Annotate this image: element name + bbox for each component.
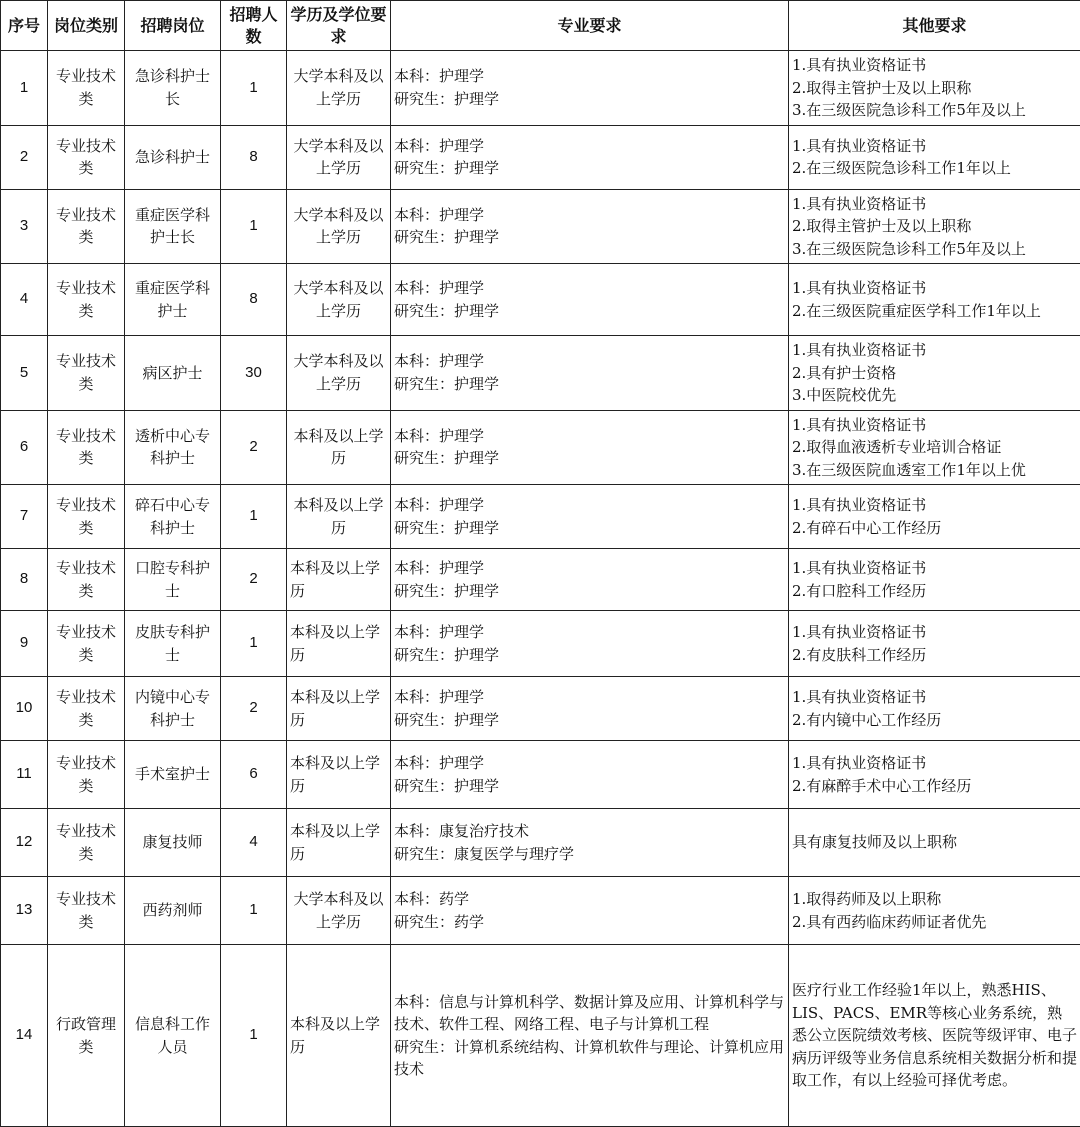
- row-number: 3: [1, 189, 48, 264]
- row-other-line: 1.具有执业资格证书: [792, 339, 1077, 362]
- row-position: 康复技师: [125, 809, 221, 877]
- table-row: [1, 189, 1080, 264]
- row-major: [391, 741, 789, 809]
- header-count: 招聘人数: [221, 1, 287, 51]
- row-other-line: 1.具有执业资格证书: [792, 494, 1077, 517]
- row-count: 8: [221, 264, 287, 336]
- row-major-line: 研究生：护理学: [394, 447, 785, 470]
- row-major-line: 本科：护理学: [394, 752, 785, 775]
- row-other-line: 2.取得主管护士及以上职称: [792, 215, 1077, 238]
- row-major-line: 研究生：康复医学与理疗学: [394, 843, 785, 866]
- row-other-line: 1.具有执业资格证书: [792, 621, 1077, 644]
- row-other: [789, 741, 1080, 809]
- header-education: 学历及学位要求: [287, 1, 391, 51]
- row-category: 专业技术类: [48, 51, 125, 126]
- row-other: [789, 51, 1080, 126]
- row-count: 1: [221, 877, 287, 945]
- row-major-line: 研究生：护理学: [394, 775, 785, 798]
- table-body: [1, 51, 1080, 1127]
- row-other-line: 1.具有执业资格证书: [792, 557, 1077, 580]
- row-position: 内镜中心专科护士: [125, 677, 221, 741]
- row-count: 1: [221, 611, 287, 677]
- row-number: 7: [1, 485, 48, 549]
- table-row: [1, 877, 1080, 945]
- row-major-line: 本科：护理学: [394, 350, 785, 373]
- row-number: 2: [1, 125, 48, 189]
- table-row: [1, 809, 1080, 877]
- table-row: [1, 336, 1080, 411]
- row-other-line: 3.中医院校优先: [792, 384, 1077, 407]
- row-number: 11: [1, 741, 48, 809]
- row-major: [391, 189, 789, 264]
- row-count: 1: [221, 189, 287, 264]
- row-major-line: 研究生：护理学: [394, 644, 785, 667]
- row-major-line: 研究生：护理学: [394, 373, 785, 396]
- row-position: 透析中心专科护士: [125, 410, 221, 485]
- row-major: [391, 809, 789, 877]
- row-count: 2: [221, 549, 287, 611]
- table-row: [1, 611, 1080, 677]
- row-other: [789, 877, 1080, 945]
- row-major-line: 研究生：护理学: [394, 157, 785, 180]
- row-category: 专业技术类: [48, 677, 125, 741]
- row-category: 专业技术类: [48, 264, 125, 336]
- row-education: 本科及以上学历: [287, 809, 391, 877]
- row-other: [789, 485, 1080, 549]
- row-other-line: 2.取得血液透析专业培训合格证: [792, 436, 1077, 459]
- row-education: 本科及以上学历: [287, 549, 391, 611]
- table-row: [1, 410, 1080, 485]
- row-major: [391, 410, 789, 485]
- row-other-line: 2.在三级医院急诊科工作1年以上: [792, 157, 1077, 180]
- row-other-line: 1.具有执业资格证书: [792, 277, 1077, 300]
- table-row: [1, 945, 1080, 1127]
- row-education: 本科及以上学历: [287, 741, 391, 809]
- row-other-line: 1.取得药师及以上职称: [792, 888, 1077, 911]
- row-number: 12: [1, 809, 48, 877]
- row-position: 重症医学科护士: [125, 264, 221, 336]
- row-category: 行政管理类: [48, 945, 125, 1127]
- row-major: [391, 264, 789, 336]
- row-count: 6: [221, 741, 287, 809]
- row-major-line: 本科：护理学: [394, 425, 785, 448]
- row-number: 8: [1, 549, 48, 611]
- table-row: [1, 677, 1080, 741]
- row-major: [391, 125, 789, 189]
- row-other-line: 3.在三级医院急诊科工作5年及以上: [792, 99, 1077, 122]
- row-education: 大学本科及以上学历: [287, 877, 391, 945]
- row-major-line: 研究生：护理学: [394, 300, 785, 323]
- row-major-line: 本科：信息与计算机科学、数据计算及应用、计算机科学与技术、软件工程、网络工程、电子与计算机工程: [394, 991, 785, 1036]
- row-other-line: 2.有内镜中心工作经历: [792, 709, 1077, 732]
- row-other-line: 2.在三级医院重症医学科工作1年以上: [792, 300, 1077, 323]
- header-row: [1, 1, 1080, 51]
- row-category: 专业技术类: [48, 877, 125, 945]
- row-category: 专业技术类: [48, 336, 125, 411]
- row-other-line: 3.在三级医院血透室工作1年以上优: [792, 459, 1077, 482]
- row-category: 专业技术类: [48, 125, 125, 189]
- row-other-line: 2.有皮肤科工作经历: [792, 644, 1077, 667]
- row-major-line: 本科：护理学: [394, 204, 785, 227]
- row-position: 病区护士: [125, 336, 221, 411]
- row-other: [789, 336, 1080, 411]
- row-other: [789, 945, 1080, 1127]
- row-education: 大学本科及以上学历: [287, 51, 391, 126]
- row-count: 1: [221, 485, 287, 549]
- row-major-line: 研究生：护理学: [394, 88, 785, 111]
- row-position: 口腔专科护士: [125, 549, 221, 611]
- row-major-line: 本科：护理学: [394, 686, 785, 709]
- row-number: 4: [1, 264, 48, 336]
- table-row: [1, 741, 1080, 809]
- row-other-line: 2.具有西药临床药师证者优先: [792, 911, 1077, 934]
- row-major-line: 本科：康复治疗技术: [394, 820, 785, 843]
- row-major: [391, 336, 789, 411]
- row-position: 信息科工作人员: [125, 945, 221, 1127]
- row-other-line: 具有康复技师及以上职称: [792, 831, 1077, 854]
- header-major: 专业要求: [391, 1, 789, 51]
- row-major-line: 研究生：护理学: [394, 226, 785, 249]
- row-count: 1: [221, 945, 287, 1127]
- row-other-line: 1.具有执业资格证书: [792, 193, 1077, 216]
- row-other-line: 2.有碎石中心工作经历: [792, 517, 1077, 540]
- row-other-line: 2.有口腔科工作经历: [792, 580, 1077, 603]
- row-major: [391, 677, 789, 741]
- row-education: 大学本科及以上学历: [287, 189, 391, 264]
- row-major: [391, 945, 789, 1127]
- table-row: [1, 485, 1080, 549]
- header-position: 招聘岗位: [125, 1, 221, 51]
- row-count: 2: [221, 410, 287, 485]
- row-education: 本科及以上学历: [287, 945, 391, 1127]
- row-position: 西药剂师: [125, 877, 221, 945]
- row-position: 手术室护士: [125, 741, 221, 809]
- row-number: 6: [1, 410, 48, 485]
- row-count: 1: [221, 51, 287, 126]
- row-number: 13: [1, 877, 48, 945]
- row-position: 急诊科护士长: [125, 51, 221, 126]
- row-other-line: 1.具有执业资格证书: [792, 752, 1077, 775]
- row-major: [391, 611, 789, 677]
- table-row: [1, 51, 1080, 126]
- row-other: [789, 677, 1080, 741]
- row-count: 4: [221, 809, 287, 877]
- row-category: 专业技术类: [48, 809, 125, 877]
- row-position: 碎石中心专科护士: [125, 485, 221, 549]
- row-major-line: 研究生：护理学: [394, 580, 785, 603]
- row-major: [391, 51, 789, 126]
- row-number: 1: [1, 51, 48, 126]
- row-number: 10: [1, 677, 48, 741]
- table-row: [1, 549, 1080, 611]
- row-other: [789, 125, 1080, 189]
- row-count: 30: [221, 336, 287, 411]
- row-other-line: 1.具有执业资格证书: [792, 54, 1077, 77]
- row-other-line: 2.有麻醉手术中心工作经历: [792, 775, 1077, 798]
- row-number: 9: [1, 611, 48, 677]
- row-major-line: 研究生：计算机系统结构、计算机软件与理论、计算机应用技术: [394, 1036, 785, 1081]
- row-major-line: 本科：护理学: [394, 621, 785, 644]
- row-count: 2: [221, 677, 287, 741]
- row-category: 专业技术类: [48, 741, 125, 809]
- table-row: [1, 264, 1080, 336]
- row-education: 本科及以上学历: [287, 611, 391, 677]
- row-other-line: 1.具有执业资格证书: [792, 686, 1077, 709]
- row-major: [391, 877, 789, 945]
- header-no: 序号: [1, 1, 48, 51]
- row-category: 专业技术类: [48, 611, 125, 677]
- row-other-line: 1.具有执业资格证书: [792, 414, 1077, 437]
- row-other: [789, 189, 1080, 264]
- row-other-line: 2.取得主管护士及以上职称: [792, 77, 1077, 100]
- row-other-line: 医疗行业工作经验1年以上，熟悉HIS、LIS、PACS、EMR等核心业务系统，熟悉公立医院绩效考核、医院等级评审、电子病历评级等业务信息系统相关数据分析和提取工作，有以上经验可择优考虑。: [792, 979, 1077, 1092]
- row-major-line: 研究生：护理学: [394, 517, 785, 540]
- row-other: [789, 611, 1080, 677]
- row-education: 本科及以上学历: [287, 677, 391, 741]
- row-education: 大学本科及以上学历: [287, 336, 391, 411]
- row-other-line: 1.具有执业资格证书: [792, 135, 1077, 158]
- row-major-line: 本科：药学: [394, 888, 785, 911]
- row-category: 专业技术类: [48, 549, 125, 611]
- row-number: 5: [1, 336, 48, 411]
- row-education: 大学本科及以上学历: [287, 125, 391, 189]
- row-major-line: 研究生：护理学: [394, 709, 785, 732]
- row-position: 急诊科护士: [125, 125, 221, 189]
- row-position: 重症医学科护士长: [125, 189, 221, 264]
- row-major: [391, 549, 789, 611]
- row-category: 专业技术类: [48, 485, 125, 549]
- row-category: 专业技术类: [48, 410, 125, 485]
- row-major-line: 本科：护理学: [394, 277, 785, 300]
- row-education: 本科及以上学历: [287, 485, 391, 549]
- row-major: [391, 485, 789, 549]
- row-major-line: 本科：护理学: [394, 65, 785, 88]
- table-row: [1, 125, 1080, 189]
- row-major-line: 研究生：药学: [394, 911, 785, 934]
- row-other: [789, 264, 1080, 336]
- row-major-line: 本科：护理学: [394, 557, 785, 580]
- row-other-line: 3.在三级医院急诊科工作5年及以上: [792, 238, 1077, 261]
- row-other: [789, 410, 1080, 485]
- row-education: 大学本科及以上学历: [287, 264, 391, 336]
- row-major-line: 本科：护理学: [394, 494, 785, 517]
- row-other: [789, 549, 1080, 611]
- row-position: 皮肤专科护士: [125, 611, 221, 677]
- header-other: 其他要求: [789, 1, 1080, 51]
- row-education: 本科及以上学历: [287, 410, 391, 485]
- row-other: [789, 809, 1080, 877]
- row-other-line: 2.具有护士资格: [792, 362, 1077, 385]
- row-major-line: 本科：护理学: [394, 135, 785, 158]
- row-number: 14: [1, 945, 48, 1127]
- row-count: 8: [221, 125, 287, 189]
- header-category: 岗位类别: [48, 1, 125, 51]
- row-category: 专业技术类: [48, 189, 125, 264]
